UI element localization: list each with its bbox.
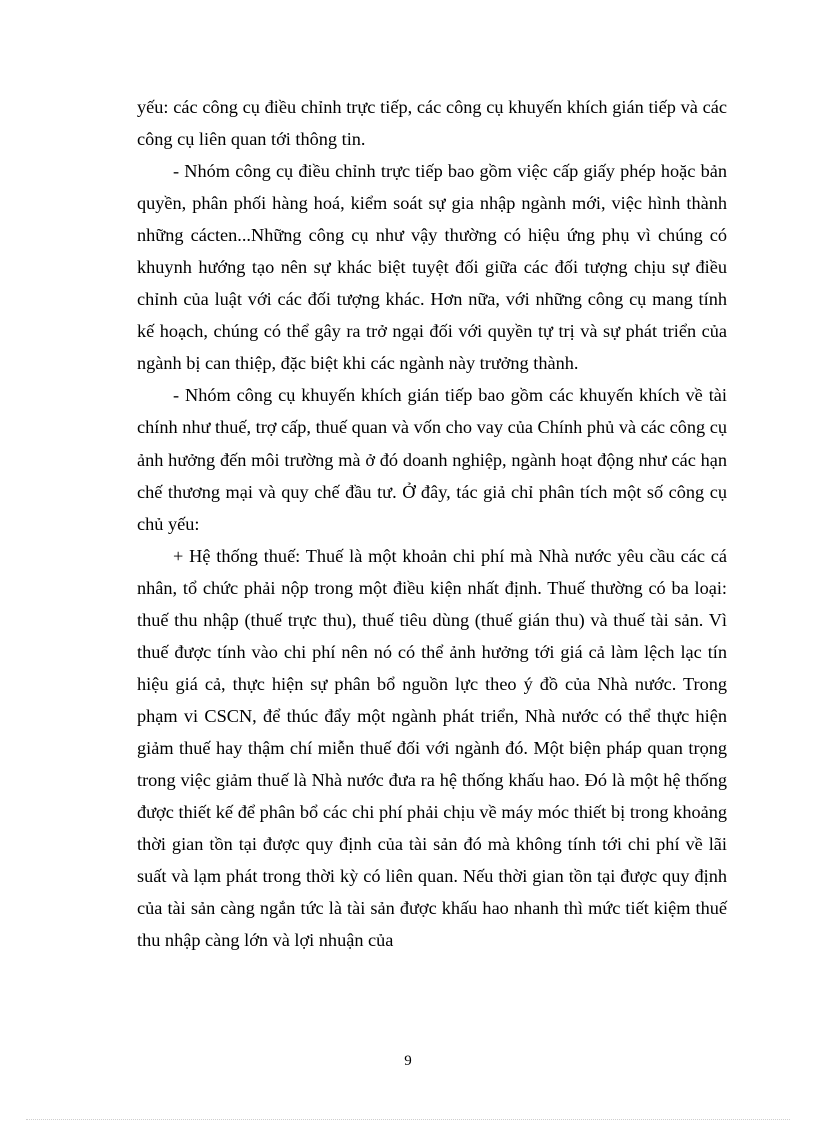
- page-number: 9: [404, 1053, 412, 1069]
- paragraph-continuation: yếu: các công cụ điều chỉnh trực tiếp, các công cụ khuyến khích gián tiếp và các công cụ liên quan tới thông tin.: [137, 97, 727, 150]
- paragraph-direct-tools: - Nhóm công cụ điều chỉnh trực tiếp bao gồm việc cấp giấy phép hoặc bản quyền, phân phối hàng hoá, kiểm soát sự gia nhập ngành mới, việc hình thành những cácten...Những công cụ như vậy thường có hiệu ứng phụ vì chúng có khuynh hướng tạo nên sự khác biệt tuyệt đối giữa các đối tượng chịu sự điều chỉnh của luật với các đối tượng khác. Hơn nữa, với những công cụ mang tính kế hoạch, chúng có thể gây ra trở ngại đối với quyền tự trị và sự phát triển của ngành bị can thiệp, đặc biệt khi các ngành này trưởng thành.: [137, 161, 727, 374]
- paragraph-tax-system: + Hệ thống thuế: Thuế là một khoản chi phí mà Nhà nước yêu cầu các cá nhân, tổ chức phải nộp trong một điều kiện nhất định. Thuế thường có ba loại: thuế thu nhập (thuế trực thu), thuế tiêu dùng (thuế gián thu) và thuế tài sản. Vì thuế được tính vào chi phí nên nó có thể ảnh hưởng tới giá cả làm lệch lạc tín hiệu giá cả, thực hiện sự phân bổ nguồn lực theo ý đồ của Nhà nước. Trong phạm vi CSCN, để thúc đẩy một ngành phát triển, Nhà nước có thể thực hiện giảm thuế hay thậm chí miễn thuế đối với ngành đó. Một biện pháp quan trọng trong việc giảm thuế là Nhà nước đưa ra hệ thống khấu hao. Đó là một hệ thống được thiết kế để phân bổ các chi phí phải chịu về máy móc thiết bị trong khoảng thời gian tồn tại được quy định của tài sản đó mà không tính tới chi phí về lãi suất và lạm phát trong thời kỳ có liên quan. Nếu thời gian tồn tại được quy định của tài sản càng ngắn tức là tài sản được khấu hao nhanh thì mức tiết kiệm thuế thu nhập càng lớn và lợi nhuận của: [137, 545, 727, 951]
- body-text: [137, 91, 727, 956]
- paragraph-indirect-incentives: - Nhóm công cụ khuyến khích gián tiếp bao gồm các khuyến khích về tài chính như thuế, trợ cấp, thuế quan và vốn cho vay của Chính phủ và các công cụ ảnh hưởng đến môi trường mà ở đó doanh nghiệp, ngành hoạt động như các hạn chế thương mại và quy chế đầu tư. Ở đây, tác giả chỉ phân tích một số công cụ chủ yếu:: [137, 385, 727, 534]
- page-bottom-divider: [26, 1119, 790, 1120]
